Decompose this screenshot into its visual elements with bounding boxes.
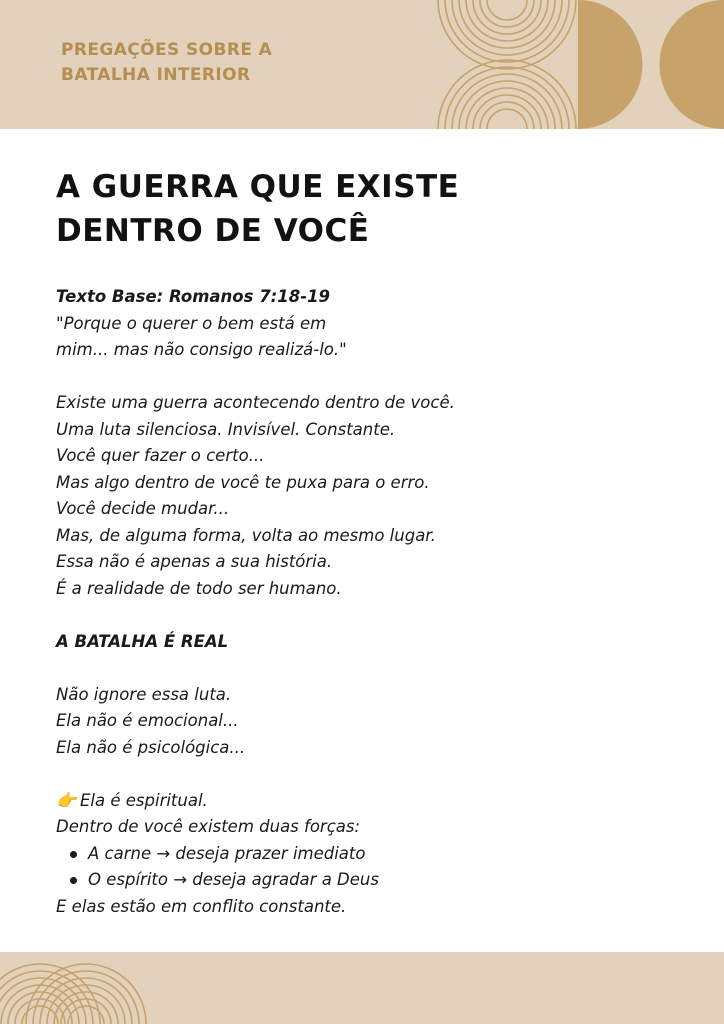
page-title-line-2: DENTRO DE VOCÊ — [56, 213, 370, 249]
paragraph-line: Existe uma guerra acontecendo dentro de você. — [56, 393, 455, 412]
paragraph-line: Essa não é apenas a sua história. — [56, 552, 333, 571]
closing-line: E elas estão em conflito constante. — [56, 896, 347, 916]
page-title-line-1: A GUERRA QUE EXISTE — [56, 169, 460, 205]
list-item-text: A carne → deseja prazer imediato — [88, 843, 366, 863]
series-title-line-2: BATALHA INTERIOR — [61, 65, 251, 85]
paragraph-line: Uma luta silenciosa. Invisível. Constante. — [56, 419, 396, 439]
paragraph-line: Mas, de alguma forma, volta ao mesmo lugar. — [56, 525, 436, 545]
quote-line: mim... mas não consigo realizá-lo." — [56, 340, 347, 359]
paragraph-line: Você decide mudar... — [56, 499, 230, 518]
decorative-arcs-graphic — [0, 0, 724, 129]
concentric-arcs-bottom — [438, 60, 576, 129]
sermon-body — [56, 284, 696, 920]
half-circle-shape-right — [660, 0, 724, 129]
pointing-hand-icon: 👉 — [56, 790, 77, 810]
header-band — [0, 0, 724, 129]
paragraph-line: Você quer fazer o certo... — [56, 446, 265, 465]
quote-line: "Porque o querer o bem está em — [56, 313, 327, 333]
footer-band — [0, 952, 724, 1024]
series-title-line-1: PREGAÇÕES SOBRE A — [61, 40, 273, 60]
page-title — [56, 165, 459, 253]
base-text-reference: Texto Base: Romanos 7:18-19 — [56, 287, 331, 306]
paragraph-line: Ela não é psicológica... — [56, 737, 246, 757]
paragraph-line: Não ignore essa luta. — [56, 684, 232, 704]
spacer — [56, 602, 696, 629]
paragraph-line: Mas algo dentro de você te puxa para o erro. — [56, 472, 430, 492]
spacer — [56, 761, 696, 788]
paragraph-line: Ela não é emocional... — [56, 711, 239, 730]
forces-intro: Dentro de você existem duas forças: — [56, 817, 361, 836]
list-item-text: O espírito → deseja agradar a Deus — [88, 870, 379, 889]
section-heading: A BATALHA É REAL — [56, 631, 229, 651]
concentric-arcs-left — [0, 964, 100, 1024]
list-item — [56, 867, 696, 894]
concentric-arcs-top — [438, 0, 576, 69]
spacer — [56, 655, 696, 682]
list-item — [56, 841, 696, 868]
bullet-icon — [70, 851, 77, 858]
spiritual-line — [56, 788, 696, 815]
paragraph-line: É a realidade de todo ser humano. — [56, 578, 342, 598]
decorative-arcs-graphic — [0, 952, 724, 1024]
bullet-icon — [70, 877, 77, 884]
spiritual-text: Ela é espiritual. — [80, 790, 208, 810]
half-circle-shape — [578, 0, 642, 129]
forces-list — [56, 841, 696, 894]
spacer — [56, 364, 696, 391]
